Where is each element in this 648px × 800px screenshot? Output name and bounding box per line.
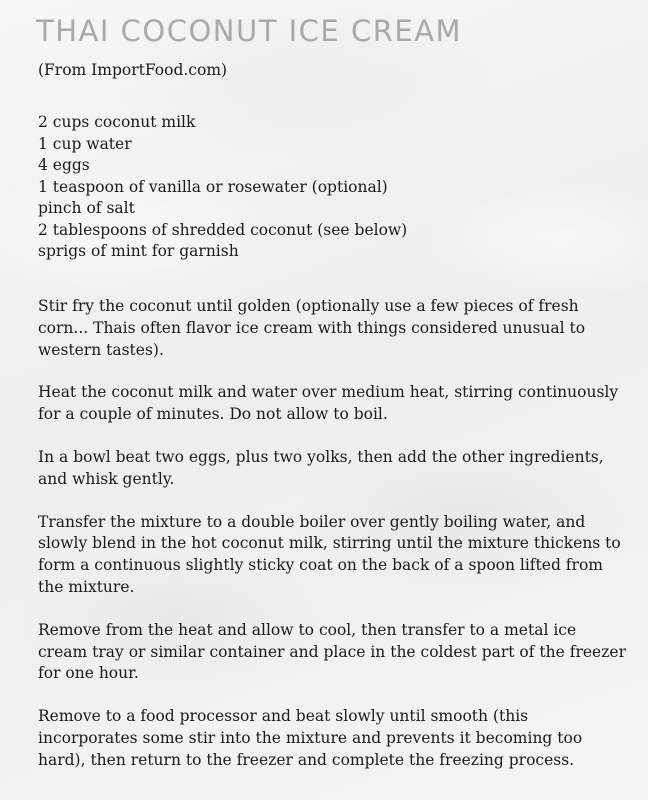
ingredient-item: pinch of salt bbox=[38, 199, 135, 217]
ingredient-item: sprigs of mint for garnish bbox=[38, 242, 239, 260]
recipe-source: (From ImportFood.com) bbox=[38, 61, 228, 79]
ingredient-item: 2 tablespoons of shredded coconut (see below) bbox=[38, 220, 408, 239]
recipe-title: THAI COCONUT ICE CREAM bbox=[36, 14, 463, 48]
instruction-step: Heat the coconut milk and water over medium heat, stirring continuously for a couple of minutes. Do not allow to boil. bbox=[38, 383, 619, 424]
ingredient-item: 2 cups coconut milk bbox=[38, 113, 196, 131]
instruction-step: In a bowl beat two eggs, plus two yolks, then add the other ingredients, and whisk gently. bbox=[38, 447, 604, 488]
ingredient-item: 1 teaspoon of vanilla or rosewater (optional) bbox=[38, 177, 388, 196]
instruction-step: Stir fry the coconut until golden (optionally use a few pieces of fresh corn... Thais often flavor ice cream with things considered unusual to western tastes). bbox=[38, 297, 586, 359]
instruction-step: Remove from the heat and allow to cool, then transfer to a metal ice cream tray or similar container and place in the coldest part of the freezer for one hour. bbox=[38, 620, 626, 683]
ingredient-item: 4 eggs bbox=[38, 156, 90, 174]
ingredient-item: 1 cup water bbox=[38, 134, 132, 153]
instruction-step: Transfer the mixture to a double boiler over gently boiling water, and slowly blend in the hot coconut milk, stirring until the mixture thickens to form a continuous slightly sticky coat on the back of a spoon lifted from the mixture. bbox=[38, 512, 621, 596]
instruction-step: Remove to a food processor and beat slowly until smooth (this incorporates some stir into the mixture and prevents it becoming too hard), then return to the freezer and complete the freezing process. bbox=[38, 707, 583, 769]
instruction-steps bbox=[38, 296, 628, 793]
ingredient-list bbox=[38, 112, 407, 263]
